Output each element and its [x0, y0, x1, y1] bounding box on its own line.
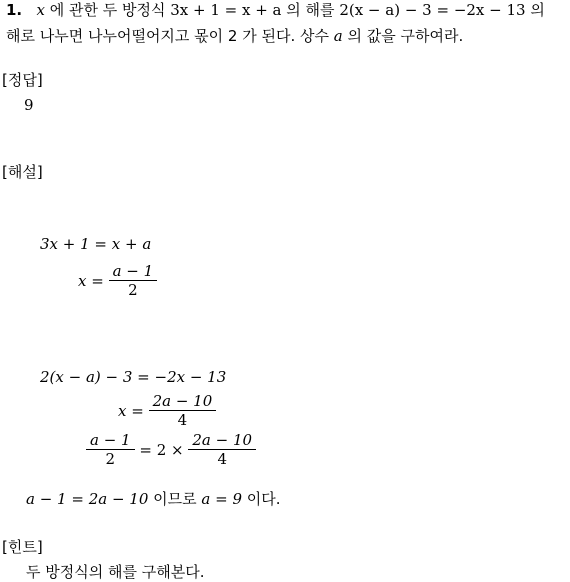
explanation-label: [해설] [2, 163, 43, 181]
question-text-d: 해로 나누면 나누어떨어지고 몫이 2 가 된다. 상수 [6, 27, 329, 45]
conclusion-text-1: 이므로 [153, 490, 197, 508]
eq1-sol-den: 2 [109, 280, 158, 299]
explanation-eq2-solution [118, 392, 216, 429]
question-text-c: 의 [530, 1, 545, 19]
question-text-e: 의 값을 구하여라. [347, 27, 464, 45]
question-eq2: 2(x − a) − 3 = −2x − 13 [339, 1, 526, 19]
answer-value: 9 [24, 96, 34, 114]
explanation-eq2: 2(x − a) − 3 = −2x − 13 [40, 368, 227, 386]
conclusion-math-1: a − 1 = 2a − 10 [26, 490, 149, 508]
eq3-left-den: 2 [86, 449, 135, 468]
answer-label: [정답] [2, 71, 43, 89]
explanation-eq1-solution [78, 262, 157, 299]
eq2-sol-den: 4 [149, 410, 217, 429]
eq3-right-fraction [188, 431, 256, 468]
eq3-left-num: a − 1 [90, 431, 131, 449]
question-text-b: 의 해를 [286, 1, 335, 19]
eq2-sol-lhs: x = [118, 401, 144, 420]
explanation-conclusion [26, 489, 281, 509]
question-number: 1. [6, 1, 23, 19]
explanation-eq3 [86, 431, 256, 468]
eq3-left-fraction [86, 431, 135, 468]
conclusion-text-2: 이다. [246, 490, 281, 508]
eq1-sol-fraction [109, 262, 158, 299]
hint-label: [힌트] [2, 538, 43, 556]
conclusion-math-2: a = 9 [201, 490, 243, 508]
eq3-right-num: 2a − 10 [192, 431, 253, 449]
hint-text: 두 방정식의 해를 구해본다. [26, 563, 205, 581]
explanation-eq1: 3x + 1 = x + a [40, 235, 152, 253]
eq3-mid: = 2 × [139, 440, 184, 459]
question-var-a: a [333, 27, 343, 45]
eq1-sol-num: a − 1 [112, 262, 154, 280]
question-line-2 [6, 26, 463, 46]
question-text-a: 에 관한 두 방정식 [49, 1, 166, 19]
question-var-x: x [36, 1, 45, 19]
eq2-sol-fraction [149, 392, 217, 429]
eq3-right-den: 4 [188, 449, 256, 468]
question-line-1 [6, 0, 545, 20]
eq1-sol-lhs: x = [78, 271, 104, 290]
eq2-sol-num: 2a − 10 [152, 392, 213, 410]
question-eq1: 3x + 1 = x + a [170, 1, 282, 19]
